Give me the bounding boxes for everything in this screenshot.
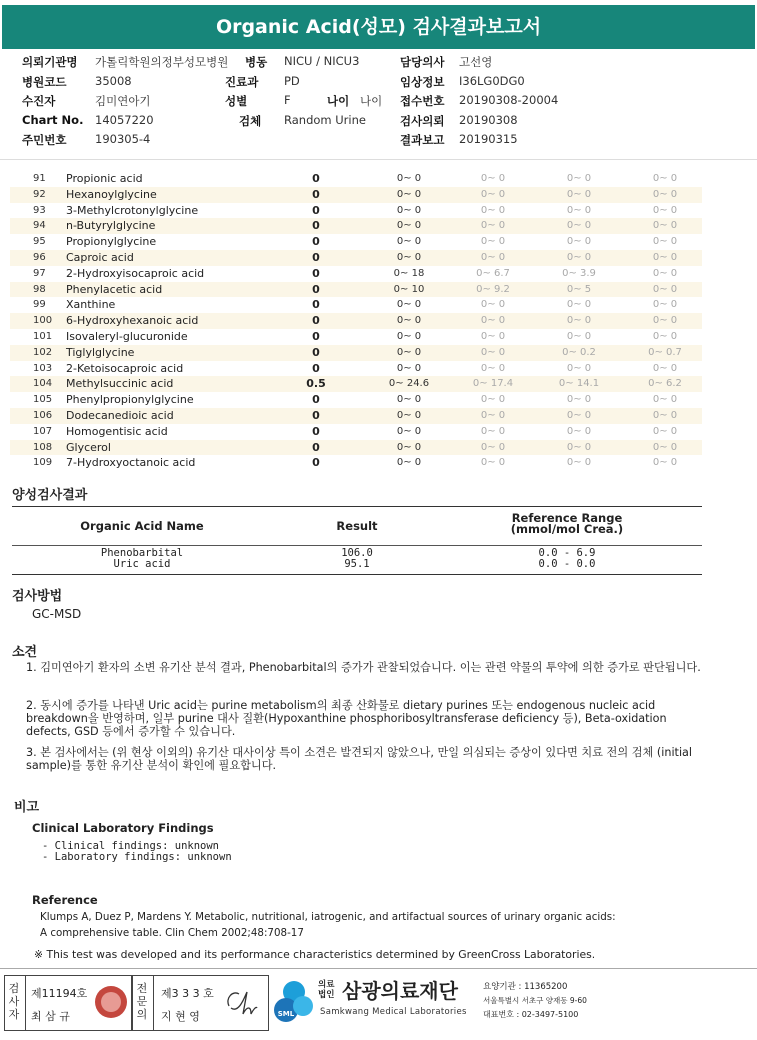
sex-value: F: [284, 93, 291, 107]
result-row: [10, 297, 702, 313]
reference-range-3: 0~ 5: [566, 283, 592, 295]
receipt-label: 접수번호: [400, 94, 445, 108]
result-name: Homogentisic acid: [66, 424, 168, 438]
reference-range-1: 0~ 0: [396, 220, 422, 232]
opinion-heading: 소견: [12, 645, 38, 660]
reference-range-1: 0~ 18: [393, 267, 425, 279]
pos-row-name: Uric acid: [113, 558, 171, 570]
reference-range-3: 0~ 0: [566, 188, 592, 200]
result-number: 104: [33, 378, 53, 390]
result-value: 0: [312, 282, 320, 296]
col-result-header: Result: [336, 519, 378, 533]
doctor-label: 담당의사: [400, 55, 445, 69]
result-name: Propionylglycine: [66, 235, 157, 249]
col-ref-header-1: Reference Range: [511, 511, 623, 525]
report-value: 20190315: [459, 132, 518, 146]
reference-range-2: 0~ 9.2: [476, 283, 510, 295]
opinion-paragraph-1: 1. 김미연아기 환자의 소변 유기산 분석 결과, Phenobarbital의 증가가 관찰되었습니다. 이는 관련 약물의 투약에 의한 증가로 판단됩니다.: [26, 661, 701, 674]
reference-range-2: 0~ 0: [480, 236, 506, 248]
examiner-seal: [95, 986, 127, 1018]
opinion-paragraph-3: 3. 본 검사에서는 (위 현상 이외의) 유기산 대사이상 특이 소견은 발견되지 않았으나, 만일 의심되는 증상이 있다면 치료 전의 검체 (initial sample)를 통한 유기산 분석이 확인에 필요합니다.: [26, 746, 693, 772]
reference-range-2: 0~ 0: [480, 299, 506, 311]
result-name: Phenylpropionylglycine: [66, 393, 194, 407]
id-value: 190305-4: [95, 132, 151, 146]
result-number: 107: [33, 425, 53, 437]
result-number: 97: [33, 267, 46, 279]
examiner-name: 최 삼 규: [31, 1010, 70, 1023]
reference-range-3: 0~ 0: [566, 173, 592, 184]
reference-range-3: 0~ 0: [566, 315, 592, 327]
reference-range-2: 0~ 0: [480, 346, 506, 358]
patient-label: 수진자: [22, 94, 56, 108]
reference-range-1: 0~ 10: [393, 283, 425, 295]
result-number: 100: [33, 315, 53, 327]
result-row: [10, 313, 702, 329]
result-value: 0: [312, 172, 320, 185]
reference-range-3: 0~ 0: [566, 251, 592, 263]
result-number: 92: [33, 188, 46, 200]
pos-row-result: 106.0: [341, 547, 373, 559]
result-name: Caproic acid: [66, 250, 134, 264]
result-number: 94: [33, 220, 46, 232]
result-name: 2-Ketoisocaproic acid: [66, 361, 184, 375]
institution-label: 의뢰기관명: [22, 55, 78, 69]
reference-range-1: 0~ 0: [396, 425, 422, 437]
hospital-code-label: 병원코드: [22, 74, 67, 89]
result-row: [10, 171, 702, 187]
reference-range-2: 0~ 0: [480, 173, 506, 184]
reference-range-4: 0~ 0: [652, 251, 678, 263]
request-value: 20190308: [459, 112, 518, 127]
result-name: Xanthine: [66, 298, 116, 312]
positive-table: [12, 506, 702, 575]
reference-range-4: 0~ 0: [652, 299, 678, 311]
result-number: 103: [33, 362, 53, 374]
specimen-label: 검체: [239, 113, 262, 128]
result-value: 0: [312, 203, 320, 217]
result-value: 0: [312, 298, 320, 312]
results-table: [10, 171, 702, 471]
reference-range-1: 0~ 0: [396, 299, 422, 311]
result-row: [10, 376, 702, 392]
reference-range-3: 0~ 0.2: [562, 346, 596, 358]
receipt-value: 20190308-20004: [459, 93, 559, 107]
doctor-value: 고선영: [459, 55, 493, 69]
reference-range-3: 0~ 0: [566, 441, 592, 453]
reference-range-3: 0~ 0: [566, 362, 592, 374]
result-number: 105: [33, 394, 53, 406]
reference-range-4: 0~ 6.2: [648, 378, 682, 390]
result-name: 7-Hydroxyoctanoic acid: [66, 456, 196, 470]
result-value: 0: [312, 314, 320, 328]
result-row: [10, 455, 702, 471]
hospital-code-value: 35008: [95, 73, 132, 88]
finding-laboratory: - Laboratory findings: unknown: [42, 851, 232, 863]
org-phone: 대표번호 : 02-3497-5100: [483, 1010, 579, 1019]
result-row: [10, 408, 702, 424]
result-number: 106: [33, 409, 53, 421]
result-row: [10, 345, 702, 361]
result-value: 0: [312, 266, 320, 280]
reference-range-3: 0~ 0: [566, 457, 592, 469]
org-english-name: Samkwang Medical Laboratories: [320, 1007, 467, 1017]
result-row: [10, 266, 702, 282]
footer-divider: [0, 968, 757, 969]
specimen-value: Random Urine: [284, 112, 366, 127]
result-name: 6-Hydroxyhexanoic acid: [66, 314, 199, 328]
result-row: [10, 234, 702, 250]
finding-clinical: - Clinical findings: unknown: [42, 840, 220, 852]
sml-logo-text: SML: [277, 1010, 295, 1018]
result-value: 0: [312, 393, 320, 407]
reference-range-4: 0~ 0: [652, 283, 678, 295]
col-name-header: Organic Acid Name: [80, 519, 204, 533]
report-title: Organic Acid(성모) 검사결과보고서: [2, 5, 755, 49]
result-number: 108: [33, 441, 53, 453]
result-name: Propionic acid: [66, 172, 143, 185]
positive-heading: 양성검사결과: [12, 488, 88, 503]
reference-range-2: 0~ 0: [480, 457, 506, 469]
report-label: 결과보고: [400, 133, 445, 147]
pos-row-name: Phenobarbital: [100, 547, 184, 559]
reference-range-4: 0~ 0: [652, 425, 678, 437]
result-name: Methylsuccinic acid: [66, 377, 174, 391]
chart-value: 14057220: [95, 112, 154, 127]
reference-range-3: 0~ 0: [566, 394, 592, 406]
reference-range-4: 0~ 0: [652, 236, 678, 248]
method-heading: 검사방법: [12, 589, 63, 604]
org-prefix: 의료법인: [318, 980, 335, 1000]
reference-range-4: 0~ 0: [652, 267, 678, 279]
reference-range-4: 0~ 0: [652, 173, 678, 184]
col-ref-header: [482, 513, 652, 535]
dept-label: 진료과: [225, 74, 259, 89]
reference-range-2: 0~ 17.4: [472, 378, 514, 390]
result-name: 3-Methylcrotonylglycine: [66, 203, 199, 217]
disclaimer-note: ※ This test was developed and its performance characteristics determined by GreenCross Laboratories.: [34, 948, 596, 961]
result-name: Isovaleryl-glucuronide: [66, 329, 188, 343]
reference-range-4: 0~ 0: [652, 204, 678, 216]
org-code: 요양기관 : 11365200: [483, 982, 568, 992]
col-ref-header-2: (mmol/mol Crea.): [510, 522, 624, 536]
reference-range-4: 0~ 0: [652, 315, 678, 327]
reference-range-1: 0~ 0: [396, 457, 422, 469]
reference-range-2: 0~ 0: [480, 251, 506, 263]
reference-range-3: 0~ 0: [566, 330, 592, 342]
reference-range-1: 0~ 24.6: [388, 378, 430, 390]
reference-range-1: 0~ 0: [396, 346, 422, 358]
result-number: 95: [33, 236, 46, 248]
result-name: 2-Hydroxyisocaproic acid: [66, 266, 205, 280]
reference-range-3: 0~ 0: [566, 425, 592, 437]
result-number: 93: [33, 204, 46, 216]
result-value: 0: [312, 329, 320, 343]
patient-info: [22, 54, 742, 152]
reference-range-3: 0~ 0: [566, 409, 592, 421]
reference-range-4: 0~ 0: [652, 188, 678, 200]
result-value: 0: [312, 408, 320, 422]
reference-range-2: 0~ 0: [480, 441, 506, 453]
reference-range-4: 0~ 0: [652, 220, 678, 232]
ward-label: 병동: [245, 55, 268, 69]
reference-range-4: 0~ 0: [652, 330, 678, 342]
reference-range-2: 0~ 6.7: [476, 267, 510, 279]
result-number: 98: [33, 283, 46, 295]
result-name: Dodecanedioic acid: [66, 408, 174, 422]
result-value: 0: [312, 361, 320, 375]
method-value: GC-MSD: [32, 607, 82, 621]
result-name: Tiglylglycine: [66, 345, 135, 359]
clinical-label: 임상정보: [400, 74, 445, 89]
specialist-label: 전문의: [136, 982, 148, 1021]
org-name: 삼광의료재단: [342, 979, 458, 1003]
result-number: 101: [33, 330, 53, 342]
clinical-value: I36LG0DG0: [459, 73, 525, 88]
result-row: [10, 361, 702, 377]
pos-row-result: 95.1: [344, 558, 370, 570]
result-row: [10, 392, 702, 408]
examiner-box: [4, 975, 132, 1031]
age-label: 나이: [327, 94, 350, 108]
reference-range-2: 0~ 0: [480, 362, 506, 374]
reference-range-1: 0~ 0: [396, 236, 422, 248]
reference-range-3: 0~ 14.1: [558, 378, 600, 390]
reference-range-1: 0~ 0: [396, 441, 422, 453]
reference-range-2: 0~ 0: [480, 315, 506, 327]
reference-range-2: 0~ 0: [480, 394, 506, 406]
reference-range-1: 0~ 0: [396, 251, 422, 263]
sex-label: 성별: [225, 94, 248, 108]
reference-range-4: 0~ 0: [652, 409, 678, 421]
result-row: [10, 187, 702, 203]
reference-range-2: 0~ 0: [480, 425, 506, 437]
findings-title: Clinical Laboratory Findings: [32, 821, 214, 835]
divider: [0, 159, 757, 160]
reference-range-1: 0~ 0: [396, 362, 422, 374]
result-name: Phenylacetic acid: [66, 282, 163, 296]
result-name: Hexanoylglycine: [66, 187, 157, 201]
result-number: 109: [33, 457, 53, 469]
reference-range-1: 0~ 0: [396, 315, 422, 327]
reference-range-4: 0~ 0: [652, 394, 678, 406]
dept-value: PD: [284, 73, 300, 88]
reference-range-2: 0~ 0: [480, 220, 506, 232]
positive-table-divider: [12, 545, 702, 546]
reference-range-1: 0~ 0: [396, 330, 422, 342]
sml-logo: [272, 976, 316, 1028]
reference-range-2: 0~ 0: [480, 188, 506, 200]
examiner-label: 검사자: [8, 982, 20, 1021]
org-address: 서울특별시 서초구 양재동 9-60: [483, 996, 587, 1005]
result-number: 99: [33, 299, 46, 311]
reference-range-4: 0~ 0: [652, 457, 678, 469]
opinion-paragraph-2: 2. 동시에 증가를 나타낸 Uric acid는 purine metabolism의 최종 산화물로 dietary purines 또는 endogenous nucleic acid breakdown을 반영하며, 일부 purine 대사 질환(Hypoxanthine phosphoribosyltransferase deficiency 등), Beta-oxidation defects, GSD 등에서 증가할 수 있습니다.: [26, 699, 667, 738]
result-row: [10, 424, 702, 440]
examiner-number: 제11194호: [31, 987, 88, 1000]
reference-range-1: 0~ 0: [396, 173, 422, 184]
result-row: [10, 329, 702, 345]
reference-range-4: 0~ 0: [652, 362, 678, 374]
result-number: 91: [33, 173, 46, 184]
reference-range-3: 0~ 0: [566, 299, 592, 311]
result-value: 0: [312, 187, 320, 201]
reference-line-1: Klumps A, Duez P, Mardens Y. Metabolic, nutritional, iatrogenic, and artifactual sources of urinary organic acids:: [40, 911, 616, 923]
result-row: [10, 218, 702, 234]
result-value: 0: [312, 440, 320, 454]
result-value: 0: [312, 456, 320, 470]
reference-range-1: 0~ 0: [396, 409, 422, 421]
result-value: 0: [312, 219, 320, 233]
result-value: 0.5: [306, 377, 326, 391]
pos-row-ref: 0.0 - 0.0: [538, 558, 596, 570]
result-number: 96: [33, 251, 46, 263]
result-name: Glycerol: [66, 440, 111, 454]
pos-row-ref: 0.0 - 6.9: [538, 547, 596, 559]
result-value: 0: [312, 345, 320, 359]
specialist-signature: [223, 984, 261, 1022]
reference-range-3: 0~ 3.9: [562, 267, 596, 279]
reference-range-1: 0~ 0: [396, 394, 422, 406]
result-value: 0: [312, 424, 320, 438]
reference-range-2: 0~ 0: [480, 204, 506, 216]
chart-label: Chart No.: [22, 112, 84, 127]
age-value: 나이: [360, 94, 383, 108]
ward-value: NICU / NICU3: [284, 54, 360, 68]
request-label: 검사의뢰: [400, 113, 445, 128]
specialist-number: 제3 3 3 호: [161, 987, 214, 1000]
result-row: [10, 203, 702, 219]
reference-range-3: 0~ 0: [566, 236, 592, 248]
result-value: 0: [312, 250, 320, 264]
reference-range-3: 0~ 0: [566, 204, 592, 216]
reference-line-2: A comprehensive table. Clin Chem 2002;48:708-17: [40, 927, 304, 939]
institution-value: 가톨릭학원의정부성모병원: [95, 55, 229, 69]
reference-range-4: 0~ 0: [652, 441, 678, 453]
reference-range-1: 0~ 0: [396, 188, 422, 200]
specialist-box: [132, 975, 269, 1031]
result-row: [10, 282, 702, 298]
id-label: 주민번호: [22, 133, 67, 147]
reference-range-2: 0~ 0: [480, 409, 506, 421]
result-value: 0: [312, 235, 320, 249]
reference-range-4: 0~ 0.7: [648, 346, 682, 358]
reference-title: Reference: [32, 893, 98, 907]
reference-range-1: 0~ 0: [396, 204, 422, 216]
patient-value: 김미연아기: [95, 94, 151, 108]
result-row: [10, 440, 702, 456]
result-number: 102: [33, 346, 53, 358]
reference-range-2: 0~ 0: [480, 330, 506, 342]
result-name: n-Butyrylglycine: [66, 219, 156, 233]
specialist-name: 지 현 영: [161, 1010, 200, 1023]
result-row: [10, 250, 702, 266]
reference-range-3: 0~ 0: [566, 220, 592, 232]
remarks-heading: 비고: [14, 800, 40, 815]
